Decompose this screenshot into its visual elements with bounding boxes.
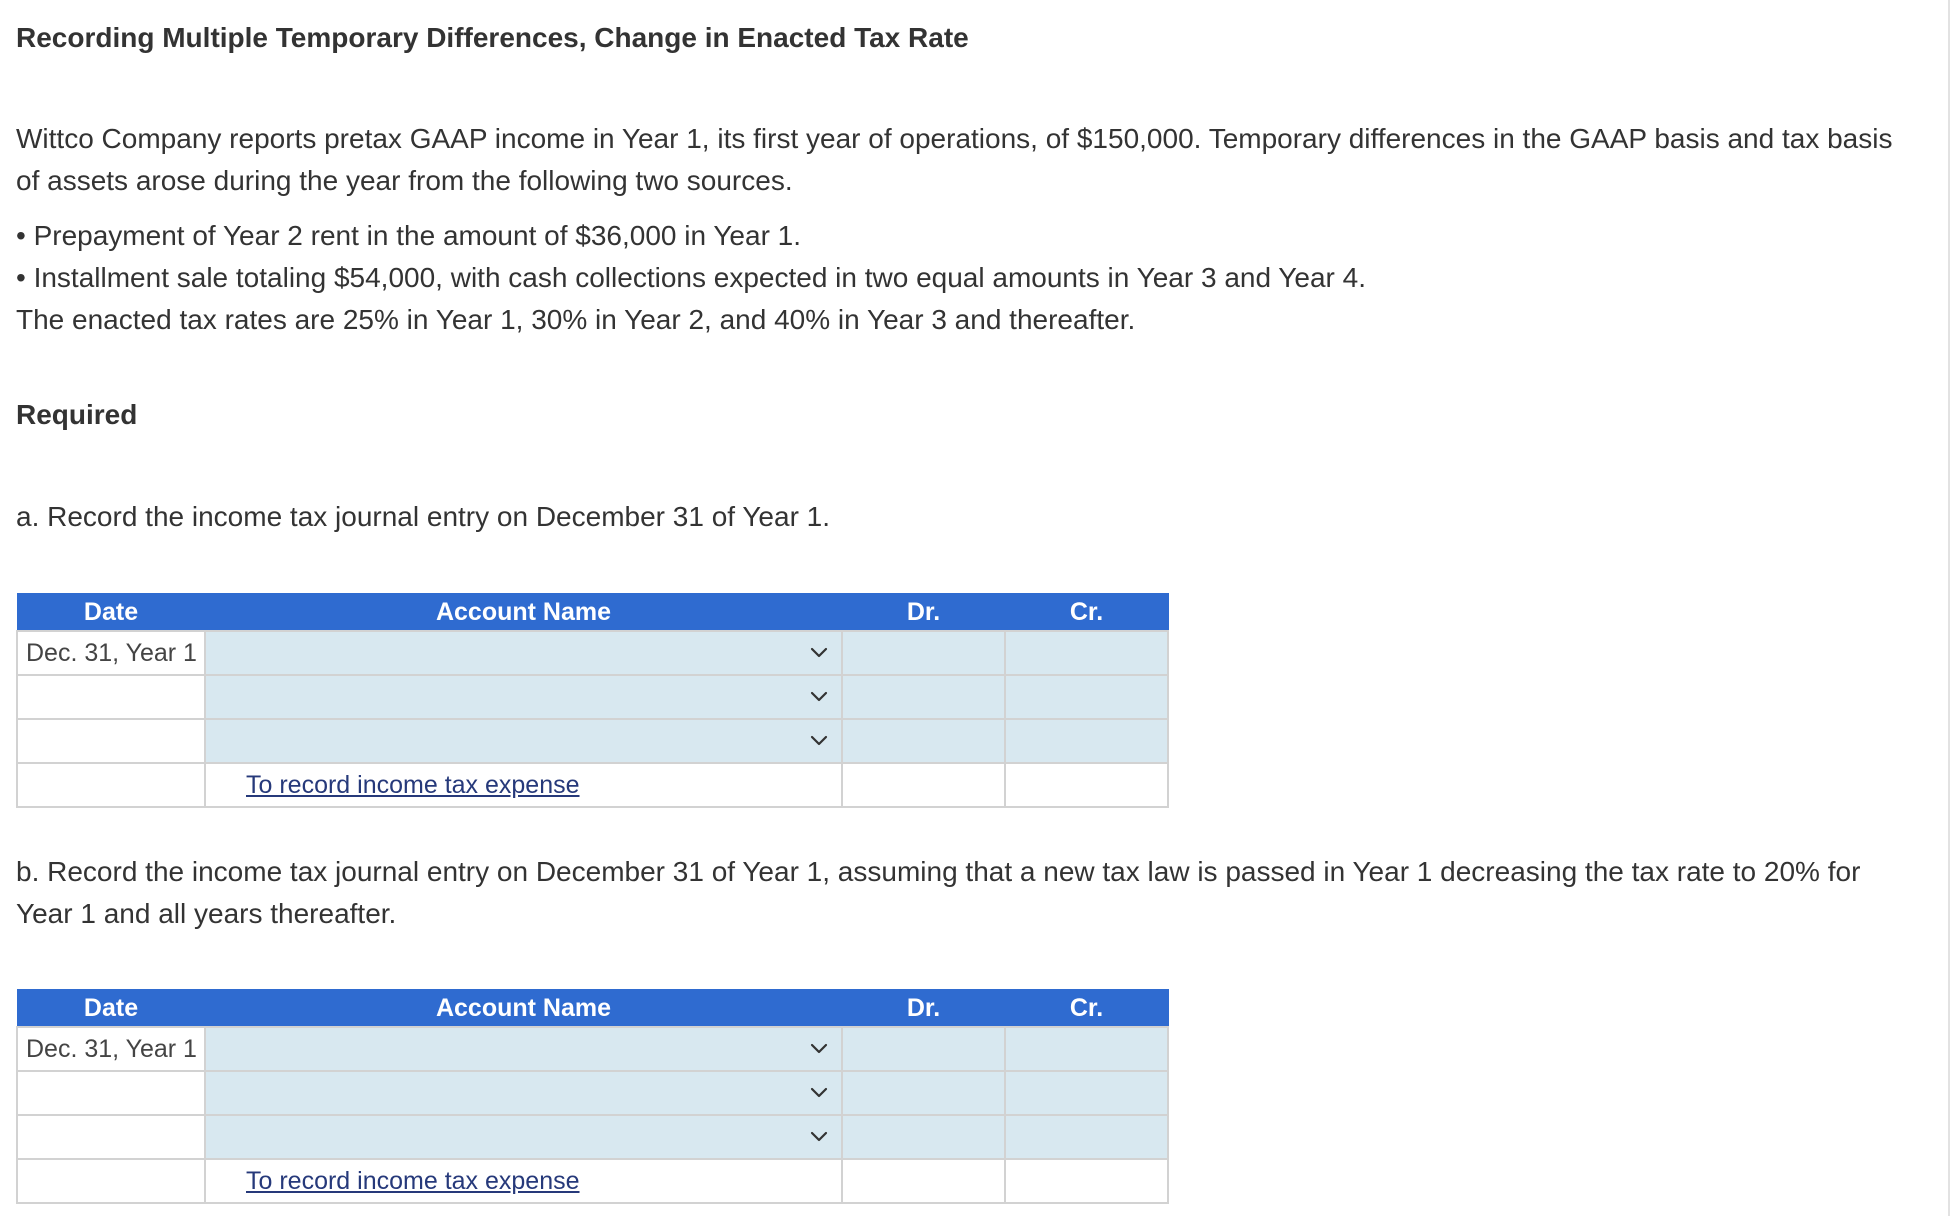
memo-cell	[205, 1159, 842, 1203]
journal-memo-row	[17, 763, 1168, 807]
date-cell-empty	[17, 675, 205, 719]
header-date: Date	[17, 990, 205, 1028]
date-cell: Dec. 31, Year 1	[17, 1027, 205, 1071]
memo-cell	[205, 763, 842, 807]
journal-row	[17, 675, 1168, 719]
bullet-item-rent: • Prepayment of Year 2 rent in the amount of $36,000 in Year 1.	[16, 220, 802, 251]
header-account-name: Account Name	[205, 990, 842, 1028]
account-name-select[interactable]	[205, 631, 842, 675]
journal-header-row	[17, 594, 1168, 632]
memo-link[interactable]: To record income tax expense	[246, 1166, 580, 1195]
required-heading: Required	[16, 399, 138, 430]
header-debit: Dr.	[842, 594, 1005, 632]
date-cell: Dec. 31, Year 1	[17, 631, 205, 675]
journal-table-b	[16, 989, 1169, 1204]
chevron-down-icon[interactable]	[805, 726, 833, 754]
chevron-down-icon[interactable]	[805, 682, 833, 710]
date-cell-empty	[17, 1115, 205, 1159]
debit-input[interactable]	[842, 675, 1005, 719]
header-debit: Dr.	[842, 990, 1005, 1028]
memo-link[interactable]: To record income tax expense	[246, 770, 580, 799]
account-name-select[interactable]	[205, 1115, 842, 1159]
account-name-select[interactable]	[205, 1071, 842, 1115]
credit-input[interactable]	[1005, 719, 1168, 763]
date-cell-empty	[17, 763, 205, 807]
part-a-prompt: a. Record the income tax journal entry on December 31 of Year 1.	[16, 501, 831, 532]
journal-table-a	[16, 593, 1169, 808]
header-credit: Cr.	[1005, 594, 1168, 632]
debit-input[interactable]	[842, 1027, 1005, 1071]
tax-rates-text: The enacted tax rates are 25% in Year 1, 30% in Year 2, and 40% in Year 3 and thereafter.	[16, 304, 1136, 335]
problem-details	[16, 215, 1916, 341]
chevron-down-icon[interactable]	[805, 638, 833, 666]
debit-cell-empty	[842, 1159, 1005, 1203]
credit-input[interactable]	[1005, 631, 1168, 675]
credit-input[interactable]	[1005, 675, 1168, 719]
debit-input[interactable]	[842, 1071, 1005, 1115]
journal-header-row	[17, 990, 1168, 1028]
credit-cell-empty	[1005, 763, 1168, 807]
journal-row	[17, 719, 1168, 763]
bullet-item-installment: • Installment sale totaling $54,000, with cash collections expected in two equal amounts in Year 3 and Year 4.	[16, 262, 1367, 293]
journal-row	[17, 631, 1168, 675]
credit-input[interactable]	[1005, 1071, 1168, 1115]
date-cell-empty	[17, 1071, 205, 1115]
header-date: Date	[17, 594, 205, 632]
chevron-down-icon[interactable]	[805, 1122, 833, 1150]
journal-row	[17, 1071, 1168, 1115]
journal-memo-row	[17, 1159, 1168, 1203]
date-cell-empty	[17, 719, 205, 763]
chevron-down-icon[interactable]	[805, 1034, 833, 1062]
journal-row	[17, 1115, 1168, 1159]
header-credit: Cr.	[1005, 990, 1168, 1028]
date-cell-empty	[17, 1159, 205, 1203]
account-name-select[interactable]	[205, 675, 842, 719]
chevron-down-icon[interactable]	[805, 1078, 833, 1106]
debit-input[interactable]	[842, 1115, 1005, 1159]
account-name-select[interactable]	[205, 719, 842, 763]
account-name-select[interactable]	[205, 1027, 842, 1071]
header-account-name: Account Name	[205, 594, 842, 632]
problem-title: Recording Multiple Temporary Differences, Change in Enacted Tax Rate	[16, 22, 969, 53]
credit-cell-empty	[1005, 1159, 1168, 1203]
debit-cell-empty	[842, 763, 1005, 807]
part-b-prompt: b. Record the income tax journal entry on December 31 of Year 1, assuming that a new tax law is passed in Year 1 decreasing the tax rate to 20% for Year 1 and all years thereafter.	[16, 856, 1861, 929]
credit-input[interactable]	[1005, 1027, 1168, 1071]
problem-intro: Wittco Company reports pretax GAAP income in Year 1, its first year of operations, of $150,000. Temporary differences in the GAAP basis and tax basis of assets arose during the year from the following two sources.	[16, 123, 1893, 196]
journal-row	[17, 1027, 1168, 1071]
debit-input[interactable]	[842, 631, 1005, 675]
credit-input[interactable]	[1005, 1115, 1168, 1159]
debit-input[interactable]	[842, 719, 1005, 763]
